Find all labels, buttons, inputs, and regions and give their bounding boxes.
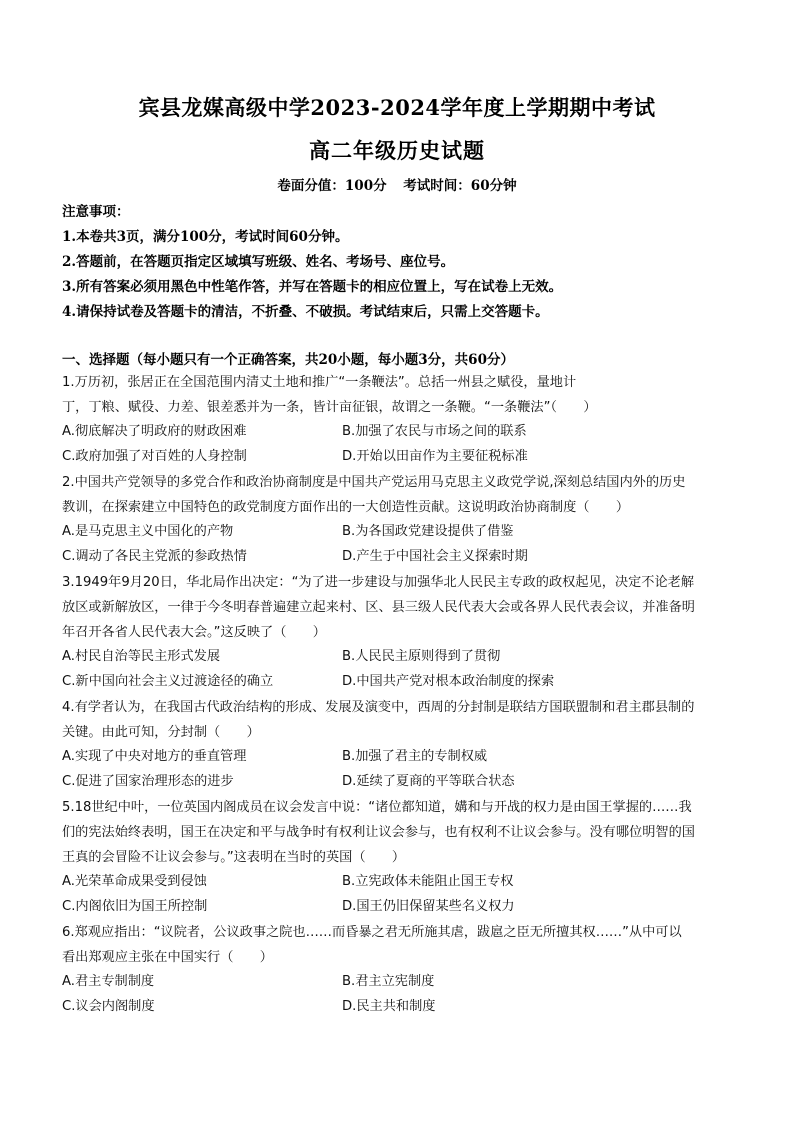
option-d: D.民主共和制度 (342, 999, 436, 1014)
option-d: D.产生于中国社会主义探索时期 (342, 549, 528, 564)
question-text: 年召开各省人民代表大会。”这反映了（ ） (62, 625, 326, 640)
option-a: A.君主专制制度 (62, 974, 155, 989)
option-b: B.君主立宪制度 (342, 974, 435, 989)
question-text: 3.1949年9月20日，华北局作出决定：“为了进一步建设与加强华北人民民主专政的政权起见，决定不论老解 (62, 575, 695, 590)
option-b: B.加强了农民与市场之间的联系 (342, 424, 527, 439)
option-a: A.是马克思主义中国化的产物 (62, 524, 234, 539)
question-text: 关键。由此可知，分封制（ ） (62, 725, 260, 740)
question-text: 王真的会冒险不让议会参与。”这表明在当时的英国（ ） (62, 850, 406, 865)
option-c: C.调动了各民主党派的参政热情 (62, 549, 247, 564)
score-info: 卷面分值：100分 (277, 178, 387, 194)
option-a: A.彻底解决了明政府的财政困难 (62, 424, 247, 439)
option-c: C.促进了国家治理形态的进步 (62, 774, 234, 789)
option-d: D.延续了夏商的平等联合状态 (342, 774, 515, 789)
option-b: B.加强了君主的专制权威 (342, 749, 488, 764)
option-d: D.中国共产党对根本政治制度的探索 (342, 674, 555, 689)
question-text: 看出郑观应主张在中国实行（ ） (62, 950, 273, 965)
option-c: C.政府加强了对百姓的人身控制 (62, 449, 247, 464)
question-text: 6.郑观应指出：“议院者，公议政事之院也……而昏暴之君无所施其虐，跋扈之臣无所擅其权……”从中可以 (62, 925, 682, 940)
exam-subtitle: 高二年级历史试题 (309, 138, 485, 163)
question-6 (62, 920, 734, 970)
question-4 (62, 695, 734, 745)
option-a: A.村民自治等民主形式发展 (62, 649, 221, 664)
option-d: D.国王仍旧保留某些名义权力 (342, 899, 515, 914)
notice-item: 4.请保持试卷及答题卡的清洁，不折叠、不破损。考试结束后，只需上交答题卡。 (62, 304, 549, 320)
question-3 (62, 570, 734, 645)
exam-title: 宾县龙媒高级中学2023-2024学年度上学期期中考试 (138, 95, 656, 120)
notice-item: 1.本卷共3页，满分100分，考试时间60分钟。 (62, 229, 349, 245)
question-text: 丁，丁粮、赋役、力差、银差悉并为一条，皆计亩征银，故谓之一条鞭。“一条鞭法”（ ） (62, 400, 597, 415)
section-heading: 一、选择题（每小题只有一个正确答案，共20小题，每小题3分，共60分） (62, 352, 514, 368)
option-b: B.立宪政体未能阻止国王专权 (342, 874, 514, 889)
question-text: 5.18世纪中叶，一位英国内阁成员在议会发言中说：“诸位都知道，媾和与开战的权力是由国王掌握的……我 (62, 800, 692, 815)
option-c: C.内阁依旧为国王所控制 (62, 899, 208, 914)
question-text: 放区或新解放区，一律于今冬明春普遍建立起来村、区、县三级人民代表大会或各界人民代表会议，并准备明 (62, 600, 695, 615)
notice-heading: 注意事项： (62, 204, 130, 220)
option-a: A.实现了中央对地方的垂直管理 (62, 749, 247, 764)
option-d: D.开始以田亩作为主要征税标准 (342, 449, 528, 464)
question-text: 教训，在探索建立中国特色的政党制度方面作出的一大创造性贡献。这说明政治协商制度（ ） (62, 500, 630, 515)
question-1 (62, 370, 734, 420)
option-b: B.为各国政党建设提供了借鉴 (342, 524, 514, 539)
notice-item: 2.答题前，在答题页指定区域填写班级、姓名、考场号、座位号。 (62, 254, 455, 270)
exam-info (0, 174, 794, 194)
question-text: 4.有学者认为，在我国古代政治结构的形成、发展及演变中，西周的分封制是联结方国联盟制和君主郡县制的 (62, 700, 695, 715)
question-5 (62, 795, 734, 870)
notice-item: 3.所有答案必须用黑色中性笔作答，并写在答题卡的相应位置上，写在试卷上无效。 (62, 279, 563, 295)
option-c: C.议会内阁制度 (62, 999, 155, 1014)
question-text: 们的宪法始终表明，国王在决定和平与战争时有权利让议会参与，也有权利不让议会参与。没有哪位明智的国 (62, 825, 695, 840)
time-info: 考试时间：60分钟 (403, 178, 517, 194)
option-c: C.新中国向社会主义过渡途径的确立 (62, 674, 274, 689)
question-2 (62, 470, 734, 520)
option-b: B.人民民主原则得到了贯彻 (342, 649, 501, 664)
option-a: A.光荣革命成果受到侵蚀 (62, 874, 207, 889)
question-text: 1.万历初，张居正在全国范围内清丈土地和推广“一条鞭法”。总括一州县之赋役，量地计 (62, 375, 577, 390)
question-text: 2.中国共产党领导的多党合作和政治协商制度是中国共产党运用马克思主义政党学说,深刻总结国内外的历史 (62, 475, 686, 490)
